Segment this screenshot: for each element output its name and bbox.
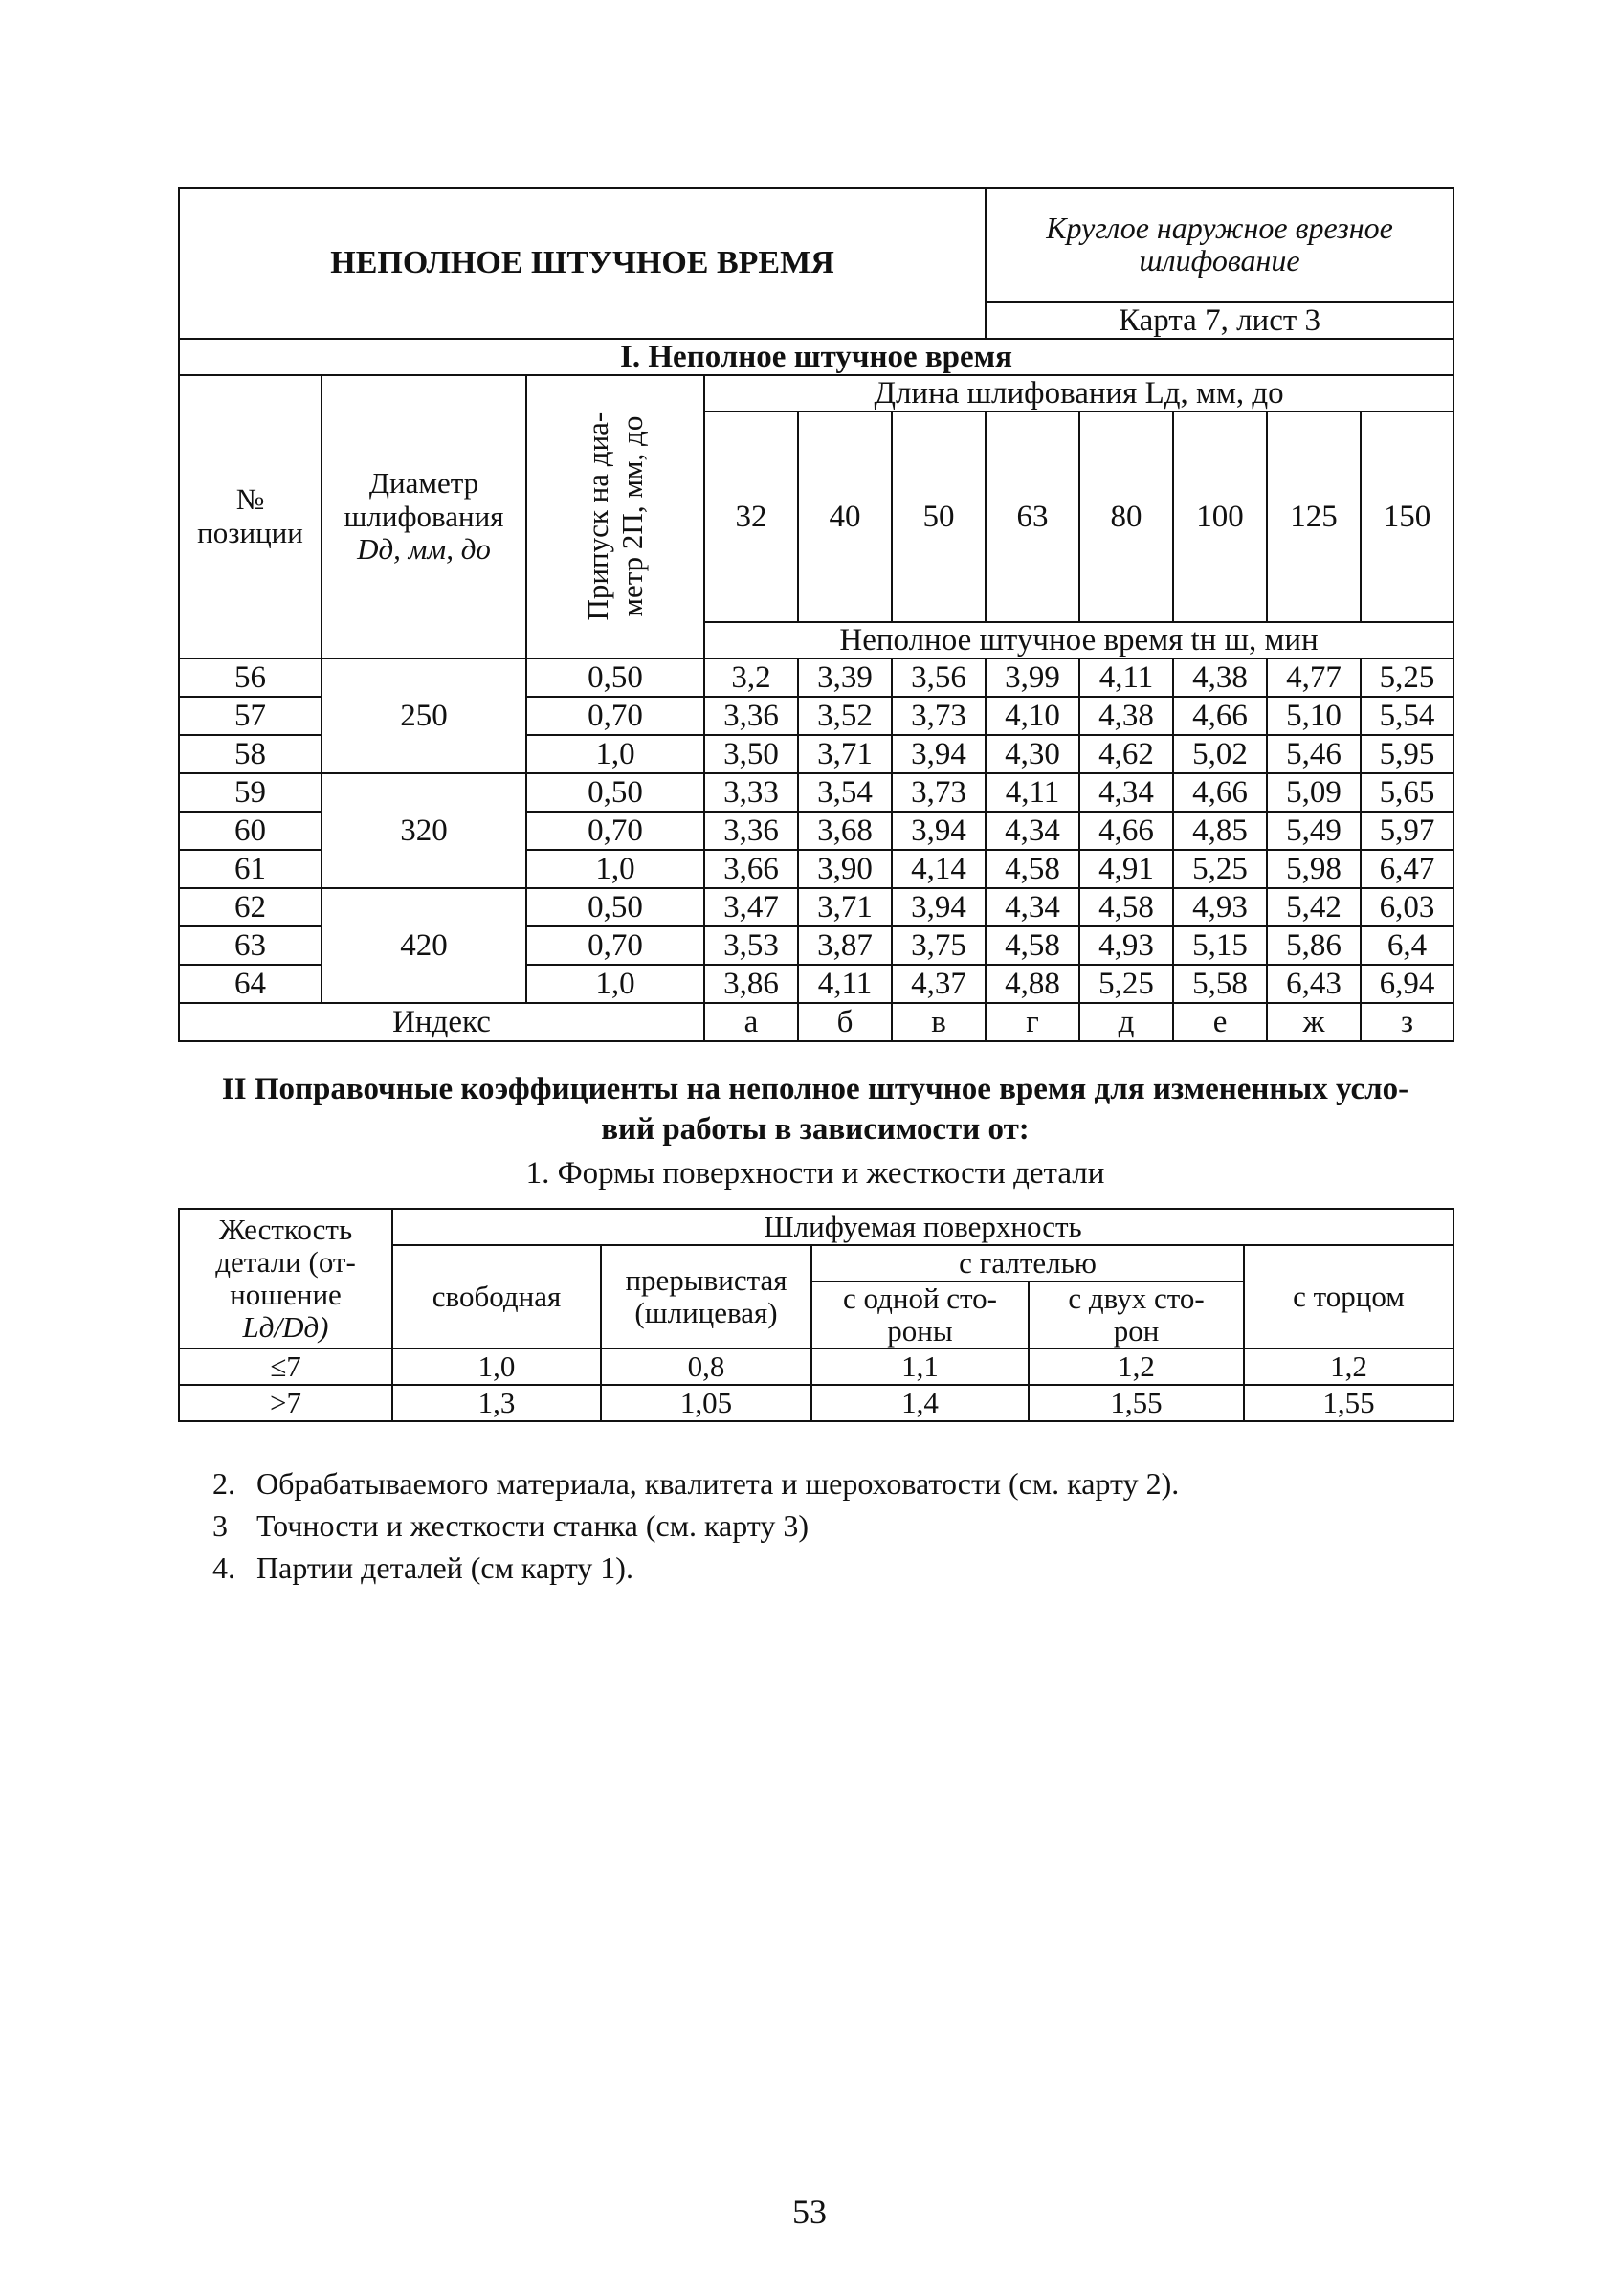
time-value-cell: 4,93 (1173, 888, 1267, 926)
col-interrupted-header (601, 1245, 811, 1349)
note-text: Точности и жесткости станка (см. карту 3) (256, 1508, 810, 1543)
time-value-cell: 4,58 (986, 850, 1079, 888)
col-allowance-line2: метр 2П, мм, до (615, 416, 649, 617)
time-value-cell: 4,62 (1079, 735, 1173, 773)
coefficient-row (179, 1349, 1453, 1385)
section2-title-line2: вий работы в зависимости от: (601, 1112, 1030, 1147)
col-rigidity-line2: детали (от- (215, 1245, 356, 1279)
note-item (212, 1462, 1179, 1505)
operation-title (986, 188, 1453, 302)
time-value-cell: 4,10 (986, 697, 1079, 735)
time-value-cell: 4,58 (1079, 888, 1173, 926)
diameter-cell: 250 (322, 658, 526, 773)
length-value: 63 (986, 412, 1079, 622)
coefficient-cell: 1,3 (392, 1385, 601, 1421)
time-value-cell: 6,4 (1361, 926, 1453, 965)
time-value-cell: 5,15 (1173, 926, 1267, 965)
time-value-cell: 6,43 (1267, 965, 1361, 1003)
time-value-cell: 3,68 (798, 812, 892, 850)
position-cell: 62 (179, 888, 322, 926)
time-value-cell: 5,95 (1361, 735, 1453, 773)
time-value-cell: 3,99 (986, 658, 1079, 697)
time-value-cell: 5,54 (1361, 697, 1453, 735)
col-diameter-line1: Диаметр (368, 465, 479, 500)
col-two-sides-line1: с двух сто- (1068, 1282, 1205, 1315)
time-value-cell: 4,66 (1173, 773, 1267, 812)
allowance-cell: 1,0 (526, 850, 704, 888)
time-value-cell: 5,49 (1267, 812, 1361, 850)
time-value-cell: 5,42 (1267, 888, 1361, 926)
time-value-cell: 4,85 (1173, 812, 1267, 850)
coefficient-row (179, 1385, 1453, 1421)
col-diameter-line2: шлифования (344, 499, 504, 533)
time-value-cell: 4,11 (986, 773, 1079, 812)
time-value-cell: 5,86 (1267, 926, 1361, 965)
time-value-cell: 3,71 (798, 888, 892, 926)
col-allowance-line1: Припуск на диа- (581, 412, 615, 621)
time-value-cell: 3,90 (798, 850, 892, 888)
length-header: Длина шлифования Lд, мм, до (704, 375, 1453, 412)
col-end-face-header: с торцом (1244, 1245, 1453, 1349)
position-cell: 60 (179, 812, 322, 850)
time-value-cell: 3,2 (704, 658, 798, 697)
note-number: 4. (212, 1550, 235, 1585)
norm-time-table (178, 187, 1454, 1042)
col-one-side-line2: роны (887, 1314, 953, 1349)
allowance-cell: 1,0 (526, 965, 704, 1003)
col-position-line1: № (235, 482, 265, 517)
time-value-cell: 4,30 (986, 735, 1079, 773)
time-value-cell: 6,03 (1361, 888, 1453, 926)
position-cell: 63 (179, 926, 322, 965)
time-value-cell: 4,34 (986, 812, 1079, 850)
time-value-cell: 3,75 (892, 926, 986, 965)
section1-title: I. Неполное штучное время (179, 339, 1453, 375)
time-value-cell: 4,91 (1079, 850, 1173, 888)
col-diameter-line3: Dд, мм, до (357, 532, 491, 567)
col-position-line2: позиции (197, 516, 303, 549)
table-row (179, 888, 1453, 926)
time-value-cell: 5,65 (1361, 773, 1453, 812)
length-value: 80 (1079, 412, 1173, 622)
time-value-cell: 5,98 (1267, 850, 1361, 888)
time-value-cell: 3,56 (892, 658, 986, 697)
index-row (179, 1003, 1453, 1041)
time-value-cell: 3,94 (892, 888, 986, 926)
time-value-cell: 5,97 (1361, 812, 1453, 850)
time-value-cell: 6,94 (1361, 965, 1453, 1003)
coefficient-cell: 1,2 (1244, 1349, 1453, 1385)
col-two-sides-line2: рон (1113, 1314, 1160, 1349)
col-rigidity-header (179, 1209, 392, 1349)
coefficient-cell: 1,2 (1029, 1349, 1244, 1385)
allowance-cell: 0,70 (526, 812, 704, 850)
coefficient-cell: 1,4 (811, 1385, 1029, 1421)
col-rigidity-line1: Жесткость (218, 1212, 353, 1246)
time-value-cell: 4,88 (986, 965, 1079, 1003)
allowance-cell: 0,50 (526, 888, 704, 926)
note-item (212, 1547, 1179, 1589)
col-one-side-header (811, 1282, 1029, 1349)
position-cell: 57 (179, 697, 322, 735)
time-value-cell: 4,66 (1173, 697, 1267, 735)
time-value-cell: 3,33 (704, 773, 798, 812)
coefficient-cell: 1,05 (601, 1385, 811, 1421)
time-value-cell: 3,86 (704, 965, 798, 1003)
position-cell: 64 (179, 965, 322, 1003)
length-value: 150 (1361, 412, 1453, 622)
time-value-cell: 4,58 (986, 926, 1079, 965)
time-value-cell: 4,93 (1079, 926, 1173, 965)
card-number: Карта 7, лист 3 (986, 302, 1453, 339)
time-value-cell: 4,77 (1267, 658, 1361, 697)
time-value-cell: 3,71 (798, 735, 892, 773)
time-value-cell: 4,38 (1173, 658, 1267, 697)
col-one-side-line1: с одной сто- (842, 1282, 998, 1315)
time-value-cell: 5,02 (1173, 735, 1267, 773)
correction-coefficients-table (178, 1208, 1454, 1422)
index-letter: б (798, 1003, 892, 1041)
time-value-cell: 3,73 (892, 773, 986, 812)
diameter-cell: 320 (322, 773, 526, 888)
page-number: 53 (792, 2193, 827, 2231)
coefficient-cell: 1,55 (1244, 1385, 1453, 1421)
time-value-cell: 3,94 (892, 812, 986, 850)
index-letter: а (704, 1003, 798, 1041)
col-rigidity-line3: ношение (230, 1278, 342, 1312)
time-value-cell: 4,14 (892, 850, 986, 888)
position-cell: 61 (179, 850, 322, 888)
diameter-cell: 420 (322, 888, 526, 1003)
index-label: Индекс (179, 1003, 704, 1041)
index-letter: ж (1267, 1003, 1361, 1041)
time-value-cell: 4,66 (1079, 812, 1173, 850)
surface-header: Шлифуемая поверхность (392, 1209, 1453, 1245)
col-allowance-header (526, 375, 704, 658)
time-value-cell: 5,09 (1267, 773, 1361, 812)
length-value: 32 (704, 412, 798, 622)
rigidity-cell: >7 (179, 1385, 392, 1421)
fillet-header: с галтелью (811, 1245, 1244, 1282)
index-letter: д (1079, 1003, 1173, 1041)
time-value-cell: 4,34 (1079, 773, 1173, 812)
time-value-cell: 5,25 (1079, 965, 1173, 1003)
time-value-cell: 5,25 (1173, 850, 1267, 888)
length-value: 50 (892, 412, 986, 622)
time-value-cell: 4,11 (1079, 658, 1173, 697)
col-two-sides-header (1029, 1282, 1244, 1349)
note-number: 3 (212, 1508, 228, 1543)
operation-title-line2: шлифование (1139, 243, 1300, 278)
correction-coefficients-body (179, 1349, 1453, 1421)
allowance-cell: 0,70 (526, 697, 704, 735)
note-text: Партии деталей (см карту 1). (256, 1550, 633, 1585)
col-rigidity-line4: Lд/Dд) (242, 1310, 329, 1345)
time-value-cell: 5,58 (1173, 965, 1267, 1003)
length-value: 100 (1173, 412, 1267, 622)
coefficient-cell: 1,1 (811, 1349, 1029, 1385)
position-cell: 58 (179, 735, 322, 773)
time-value-cell: 3,39 (798, 658, 892, 697)
length-value: 125 (1267, 412, 1361, 622)
norm-time-body (179, 658, 1453, 1003)
operation-title-line1: Круглое наружное врезное (1046, 211, 1393, 246)
time-value-cell: 3,54 (798, 773, 892, 812)
section2-item1: 1. Формы поверхности и жесткости детали (525, 1156, 1105, 1191)
time-header: Неполное штучное время tн ш, мин (704, 622, 1453, 658)
table-row (179, 773, 1453, 812)
position-cell: 59 (179, 773, 322, 812)
time-value-cell: 4,34 (986, 888, 1079, 926)
allowance-cell: 1,0 (526, 735, 704, 773)
time-value-cell: 3,50 (704, 735, 798, 773)
coefficient-cell: 1,55 (1029, 1385, 1244, 1421)
time-value-cell: 3,73 (892, 697, 986, 735)
length-value: 40 (798, 412, 892, 622)
col-free-header: свободная (392, 1245, 601, 1349)
note-text: Обрабатываемого материала, квалитета и шероховатости (см. карту 2). (256, 1466, 1180, 1501)
section2-title-line1: II Поправочные коэффициенты на неполное штучное время для измененных усло- (221, 1072, 1409, 1106)
col-interrupted-line2: (шлицевая) (634, 1296, 778, 1330)
table-row (179, 658, 1453, 697)
coefficient-cell: 1,0 (392, 1349, 601, 1385)
col-position-header (179, 375, 322, 658)
time-value-cell: 3,94 (892, 735, 986, 773)
col-interrupted-line1: прерывистая (625, 1263, 787, 1297)
note-number: 2. (212, 1466, 235, 1501)
time-value-cell: 3,36 (704, 812, 798, 850)
index-letter: г (986, 1003, 1079, 1041)
time-value-cell: 3,87 (798, 926, 892, 965)
time-value-cell: 6,47 (1361, 850, 1453, 888)
time-value-cell: 5,25 (1361, 658, 1453, 697)
time-value-cell: 4,11 (798, 965, 892, 1003)
index-letter: в (892, 1003, 986, 1041)
col-diameter-header (322, 375, 526, 658)
time-value-cell: 3,47 (704, 888, 798, 926)
time-value-cell: 3,52 (798, 697, 892, 735)
time-value-cell: 3,36 (704, 697, 798, 735)
allowance-cell: 0,50 (526, 658, 704, 697)
allowance-cell: 0,70 (526, 926, 704, 965)
section2-title (178, 1069, 1453, 1149)
page-title: НЕПОЛНОЕ ШТУЧНОЕ ВРЕМЯ (179, 188, 986, 339)
time-value-cell: 3,53 (704, 926, 798, 965)
note-item (212, 1505, 1179, 1547)
time-value-cell: 5,46 (1267, 735, 1361, 773)
position-cell: 56 (179, 658, 322, 697)
rigidity-cell: ≤7 (179, 1349, 392, 1385)
notes-list (212, 1462, 1179, 1589)
index-letter: з (1361, 1003, 1453, 1041)
time-value-cell: 4,38 (1079, 697, 1173, 735)
time-value-cell: 3,66 (704, 850, 798, 888)
index-letter: е (1173, 1003, 1267, 1041)
coefficient-cell: 0,8 (601, 1349, 811, 1385)
time-value-cell: 5,10 (1267, 697, 1361, 735)
allowance-cell: 0,50 (526, 773, 704, 812)
time-value-cell: 4,37 (892, 965, 986, 1003)
